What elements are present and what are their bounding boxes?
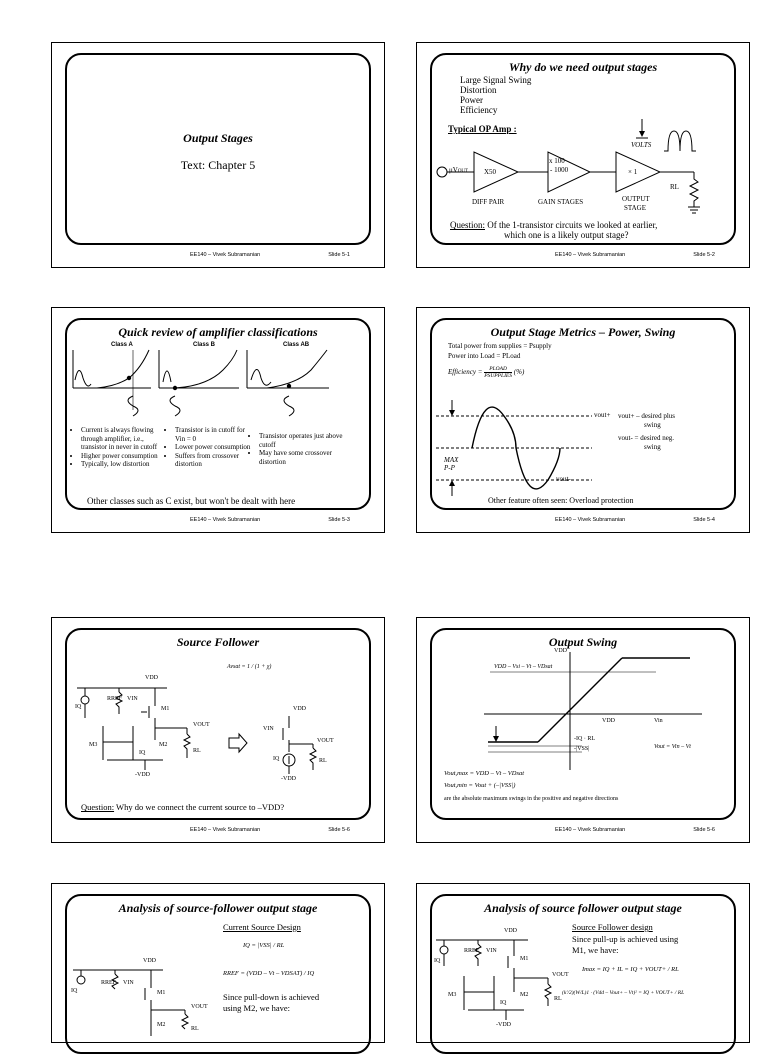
slide-4 [416,307,750,533]
section-subtitle: Source Follower design [572,922,653,932]
m2-label: M2 [157,1022,166,1028]
vout-label: VOUT [552,972,569,978]
footer-author: EE140 – Vivek Subramanian [555,517,626,523]
source-follower-schematic [67,630,371,820]
bullet-item: Power [460,95,483,105]
bullet-item: Distortion [460,85,497,95]
list-item: • Transistor operates just above cutoff [259,432,349,449]
slide-number: Slide 5-2 [693,252,715,258]
vss-label-2: -VDD [281,776,296,782]
slide-number: Slide 5-4 [693,517,715,523]
slide-8 [416,883,750,1043]
vin-label: VIN [123,980,134,986]
slide-frame [430,53,736,245]
slide-frame [65,894,371,1054]
source-follower-schematic [67,896,371,1054]
vout-plus-label: vout+ [594,411,611,419]
output-stage-label: OUTPUT [622,195,650,203]
rref-equation: RREF = (VDD – Vt – VDSAT) / IQ [223,970,315,977]
class-waveforms [67,320,371,510]
footer-author: EE140 – Vivek Subramanian [555,827,626,833]
max-pp-label: MAX [444,456,459,464]
vdd-label: VDD [504,928,517,934]
vdd-label: VDD [143,958,156,964]
slide-title: Output Stage Metrics – Power, Swing [490,325,676,339]
class-b-header: Class B [193,342,216,348]
rl-label: RL [554,996,562,1002]
current-equation: (k'/2)(W/L)1 · (Vdd – Vout+ – Vt)² = IQ + VOUT+ / RL [562,990,685,996]
top-level-label: VDD – Vsi – Vt – VDsat [494,664,553,670]
iq-label-2: IQ [500,1000,507,1006]
list-item: • Higher power consumption [81,452,165,461]
desc-plus: vout+ – desired plus [618,412,676,420]
vdd-label: VDD [554,648,567,654]
m3-label: M3 [448,992,457,998]
x50-label: X50 [484,168,497,176]
list-item: • Typically, low distortion [81,460,165,469]
op-amp-block-diagram [432,55,736,245]
class-ab-header: Class AB [283,342,310,348]
slide-subtitle: Text: Chapter 5 [180,158,256,172]
load-power-line: Power into Load = PLoad [448,352,521,360]
list-item: • Suffers from crossover distortion [175,452,255,469]
slide-7 [51,883,385,1043]
question-line-2: which one is a likely output stage? [504,230,629,240]
question: Question: Why do we connect the current source to –VDD? [81,802,285,812]
rl-label: RL [193,748,201,754]
vout-label: μVOUT [449,166,469,174]
class-ab-list [251,432,349,466]
rl-label: RL [191,1026,199,1032]
rl-label: RL [670,183,679,191]
x100-label: x 100 [549,157,565,165]
pull-up-text: Since pull-up is achieved using [572,934,679,944]
slide-frame [430,318,736,510]
gain-stages-label: GAIN STAGES [538,198,584,206]
vout-label: VOUT [191,1004,208,1010]
class-a-header: Class A [111,342,133,348]
slide-number: Slide 5-3 [328,517,350,523]
iq-label: IQ [71,988,78,994]
slide-3 [51,307,385,533]
slide-frame [65,53,371,245]
vout-equation: Vout = Vin – Vt [654,744,691,750]
slide-1 [51,42,385,268]
slide-footer [52,827,384,837]
max-pp-label-2: P-P [444,464,455,472]
m1-label: M1 [161,706,170,712]
slide-6 [416,617,750,843]
slide-title: Output Swing [548,635,618,649]
class-a-list [73,426,165,469]
rref-label: RREF [107,696,123,702]
pull-down-text: Since pull-down is achieved [223,992,320,1002]
pull-down-text-2: using M2, we have: [223,1003,291,1013]
iq-label-2: IQ [139,750,146,756]
x1-label: × 1 [628,168,638,176]
vin-axis-label: Vin [654,718,663,724]
slide-number: Slide 5-6 [693,827,715,833]
slide-frame [65,628,371,820]
swing-note: are the absolute maximum swings in the positive and negative directions [444,796,619,802]
vss-label: -VDD [496,1022,511,1028]
vss-label: -|VSS| [574,746,590,752]
pull-up-text-2: M1, we have: [572,945,619,955]
slide-title: Output Stages [183,131,253,145]
vss-label: -VDD [135,772,150,778]
slide-footer [417,827,749,837]
slide-2 [416,42,750,268]
source-follower-schematic [432,896,736,1054]
m1-label: M1 [520,956,529,962]
vout-max-equation: Vout,max = VDD – Vt – VDsat [444,770,525,777]
output-stage-label-2: STAGE [624,204,646,212]
footer-author: EE140 – Vivek Subramanian [190,252,261,258]
bullet-item: Large Signal Swing [460,75,532,85]
list-item: • Current is always flowing through amplifier, i.e., transistor in never in cutoff [81,426,165,452]
rl-label-2: RL [319,758,327,764]
slide-footer [52,252,384,262]
gain-formula: Avsat = 1 / (1 + χ) [227,664,272,670]
footnote: Other classes such as C exist, but won't be dealt with here [87,496,296,506]
slide-title: Quick review of amplifier classifications [118,325,318,339]
rref-label: RREF [101,980,117,986]
diff-pair-label: DIFF PAIR [472,198,505,206]
question: Question: Of the 1-transistor circuits we looked at earlier, [450,220,658,230]
list-item: • Lower power consumption [175,443,255,452]
class-b-list [167,426,255,469]
m2-label: M2 [520,992,529,998]
typical-op-amp-label: Typical OP Amp : [448,124,517,134]
iq-label: IQ [434,958,441,964]
slide-title: Source Follower [176,635,260,649]
efficiency-formula: Efficiency = PLOAD PSUPPLIES (%) [448,366,525,379]
transfer-curve [432,630,736,820]
iq-equation: IQ = |VSS| / RL [243,942,285,949]
slide-footer [417,252,749,262]
slide-footer [417,517,749,527]
footer-author: EE140 – Vivek Subramanian [190,517,261,523]
swing-waveform [432,320,736,510]
iqrl-label: -IQ · RL [574,736,595,742]
section-subtitle: Current Source Design [223,922,301,932]
slide-frame [430,894,736,1054]
footnote: Other feature often seen: Overload protection [488,496,634,505]
iq-label-3: IQ [273,756,280,762]
m3-label: M3 [89,742,98,748]
slide-title: Why do we need output stages [508,60,658,74]
slide-title: Analysis of source-follower output stage [118,901,318,915]
list-item: • Transistor is in cutoff for Vin = 0 [175,426,255,443]
iq-label: IQ [75,704,82,710]
bullet-item: Efficiency [460,105,498,115]
desc-minus: vout- = desired neg. [618,434,675,442]
slide-5 [51,617,385,843]
slide-frame [65,318,371,510]
vout-label: VOUT [193,722,210,728]
m1-label: M1 [157,990,166,996]
slide-frame [430,628,736,820]
slide-footer [52,517,384,527]
list-item: • May have some crossover distortion [259,449,349,466]
m2-label: M2 [159,742,168,748]
rref-label: RREF [464,948,480,954]
footer-author: EE140 – Vivek Subramanian [190,827,261,833]
vout-minus-label: vout- [556,475,571,483]
x1000-label: - 1000 [550,166,569,174]
footer-author: EE140 – Vivek Subramanian [555,252,626,258]
desc-plus-2: swing [644,421,661,429]
vin-label-2: VIN [263,726,274,732]
vdd-label-2: VDD [293,706,306,712]
desc-minus-2: swing [644,443,661,451]
vout-min-equation: Vout,min = Vout + (–|VSS|) [444,782,516,789]
slide-number: Slide 5-6 [328,827,350,833]
vout-label-2: VOUT [317,738,334,744]
vdd-axis-label: VDD [602,718,615,724]
vin-label: VIN [127,696,138,702]
vin-label: VIN [486,948,497,954]
imax-equation: Imax = IQ + IL = IQ + VOUT+ / RL [582,966,679,973]
slide-number: Slide 5-1 [328,252,350,258]
slide-title: Analysis of source follower output stage [484,901,682,915]
total-power-line: Total power from supplies = Psupply [448,342,552,350]
vdd-label: VDD [145,675,158,681]
volts-label: VOLTS [631,141,652,149]
